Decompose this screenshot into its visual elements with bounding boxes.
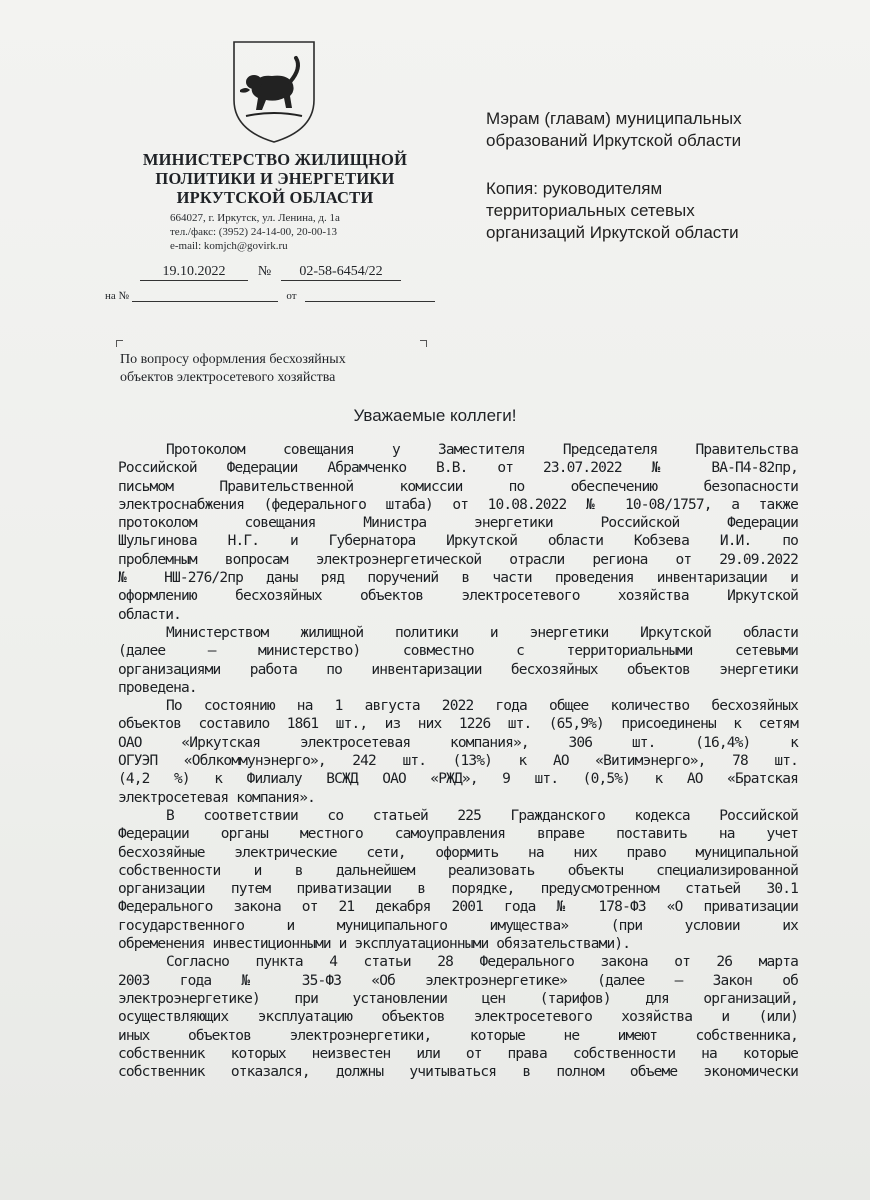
subject-corner-mark: [420, 340, 427, 347]
body-line: объектов составило 1861 шт., из них 1226 шт. (65,9%) присоединены к сетям: [118, 716, 798, 733]
body-line: государственного и муниципального имущества» (при условии их: [118, 917, 798, 934]
email-line: e-mail: komjch@govirk.ru: [170, 240, 288, 252]
body-line: электроснабжения (федерального штаба) от 10.08.2022 № 10-08/1757, а также: [118, 496, 798, 513]
body-line: оформлению бесхозяйных объектов электросетевого хозяйства Иркутской: [118, 588, 798, 605]
body-line: Министерством жилищной политики и энергетики Иркутской области: [166, 624, 798, 641]
body-line: ОАО «Иркутская электросетевая компания», 306 шт. (16,4%) к: [118, 734, 798, 751]
reply-to-line: [105, 289, 435, 302]
ot-label: от: [286, 290, 297, 302]
body-line: собственник отказался, должны учитываться в полном объеме экономически: [118, 1064, 798, 1081]
addressee-line: образований Иркутской области: [486, 131, 742, 150]
ministry-name: [110, 150, 440, 207]
body-line: иных объектов электроэнергетики, которые не имеют собственника,: [118, 1027, 798, 1044]
body-line: протоколом совещания Министра энергетики Российской Федерации: [118, 515, 798, 532]
body-line: 2003 года № 35-ФЗ «Об электроэнергетике» (далее – Закон об: [118, 972, 798, 989]
number-sign: №: [257, 264, 272, 279]
body-line: ОГУЭП «Облкоммунэнерго», 242 шт. (13%) к АО «Витимэнерго», 78 шт.: [118, 753, 798, 770]
subject-line: По вопросу оформления бесхозяйных: [120, 352, 346, 367]
registration-number: 02-58-6454/22: [281, 264, 401, 281]
na-label: на №: [105, 290, 130, 302]
na-blank: [132, 289, 278, 302]
addressee-block: [486, 108, 742, 244]
ot-blank: [305, 289, 435, 302]
body-line: собственности и в дальнейшем реализовать объекты специализированной: [118, 862, 798, 879]
body-line: По состоянию на 1 августа 2022 года общее количество бесхозяйных: [166, 698, 798, 715]
ministry-address: [170, 211, 390, 253]
letter-subject: [120, 351, 420, 387]
body-line: собственник которых неизвестен или от права собственности на которые: [118, 1045, 798, 1062]
body-line: осуществляющих эксплуатацию объектов электросетевого хозяйства и (или): [118, 1009, 798, 1026]
body-line: проблемным вопросам электроэнергетической отрасли региона от 29.09.2022: [118, 551, 798, 568]
body-line: электроэнергетике) при установлении цен (тарифов) для организаций,: [118, 990, 798, 1007]
subject-corner-mark: [116, 340, 123, 347]
body-line: (4,2 %) к Филиалу ВСЖД ОАО «РЖД», 9 шт. (0,5%) к АО «Братская: [118, 771, 798, 788]
body-line: обременения инвестиционными и эксплуатационными обязательствами).: [118, 936, 631, 953]
ministry-name-line: ИРКУТСКОЙ ОБЛАСТИ: [176, 188, 374, 207]
body-line: № НШ-276/2пр даны ряд поручений в части проведения инвентаризации и: [118, 570, 798, 587]
registration-line: [140, 264, 401, 281]
body-line: организации путем приватизации в порядке, предусмотренном статьей 30.1: [118, 881, 798, 898]
body-line: Согласно пункта 4 статьи 28 Федерального закона от 26 марта: [166, 954, 798, 971]
body-line: Федерального закона от 21 декабря 2001 года № 178-ФЗ «О приватизации: [118, 899, 798, 916]
body-line: Федерации органы местного самоуправления вправе поставить на учет: [118, 826, 798, 843]
letter-body: [118, 441, 798, 1081]
addressee-line: Мэрам (главам) муниципальных: [486, 109, 742, 128]
greeting: Уважаемые коллеги!: [353, 406, 517, 425]
body-line: проведена.: [118, 679, 197, 696]
address-line: 664027, г. Иркутск, ул. Ленина, д. 1а: [170, 212, 340, 224]
body-line: Протоколом совещания у Заместителя Председателя Правительства: [166, 442, 798, 458]
ministry-name-line: МИНИСТЕРСТВО ЖИЛИЩНОЙ: [142, 150, 408, 169]
ministry-name-line: ПОЛИТИКИ И ЭНЕРГЕТИКИ: [155, 169, 395, 188]
subject-line: объектов электросетевого хозяйства: [120, 370, 336, 385]
body-line: Шульгинова Н.Г. и Губернатора Иркутской области Кобзева И.И. по: [118, 533, 798, 550]
body-line: письмом Правительственной комиссии по обеспечению безопасности: [118, 478, 798, 495]
body-line: организациями работа по инвентаризации бесхозяйных объектов энергетики: [118, 661, 798, 678]
body-line: бесхозяйные электрические сети, оформить на них право муниципальной: [118, 844, 798, 861]
copy-line: организаций Иркутской области: [486, 223, 739, 242]
body-line: электросетевая компания».: [118, 789, 315, 806]
copy-line: Копия: руководителям: [486, 179, 663, 198]
body-line: В соответствии со статьей 225 Гражданского кодекса Российской: [166, 807, 798, 824]
letter-date: 19.10.2022: [140, 264, 248, 281]
body-line: Российской Федерации Абрамченко В.В. от 23.07.2022 № ВА-П4-82пр,: [118, 460, 798, 477]
phone-line: тел./факс: (3952) 24-14-00, 20-00-13: [170, 226, 337, 238]
coat-of-arms-emblem: [230, 38, 318, 146]
copy-line: территориальных сетевых: [486, 201, 695, 220]
body-line: области.: [118, 606, 182, 623]
body-line: (далее – министерство) совместно с территориальными сетевыми: [118, 643, 798, 660]
